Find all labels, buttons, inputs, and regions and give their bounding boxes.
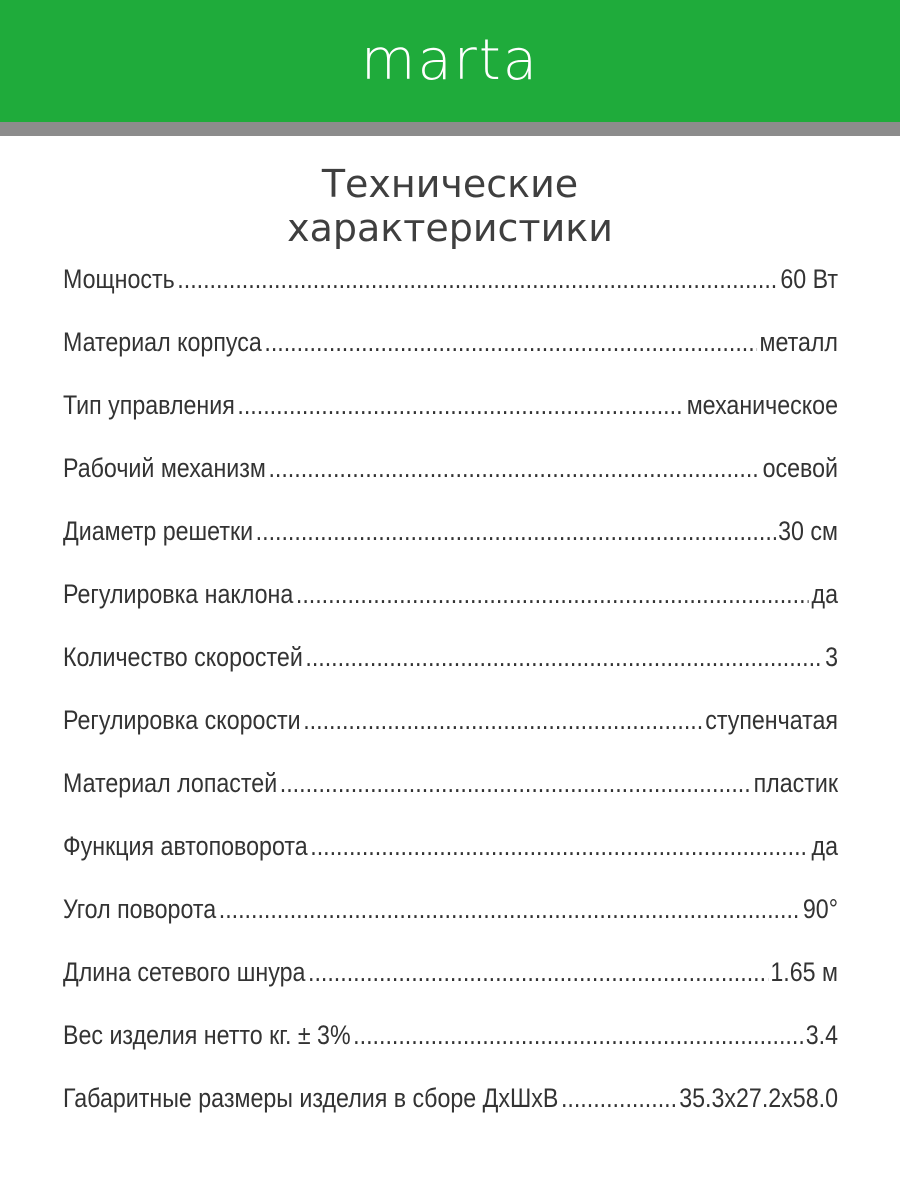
spec-label: Функция автоповорота	[63, 831, 308, 861]
dot-leader	[280, 768, 751, 799]
spec-row	[63, 327, 838, 390]
dot-leader	[177, 264, 777, 295]
dot-leader	[310, 831, 809, 862]
spec-label: Длина сетевого шнура	[63, 957, 306, 987]
spec-label: Габаритные размеры изделия в сборе ДхШхВ	[63, 1083, 559, 1113]
spec-row	[63, 831, 838, 894]
dot-leader	[308, 957, 768, 988]
spec-label: Диаметр решетки	[63, 516, 254, 546]
brand-header	[0, 0, 900, 122]
spec-row	[63, 264, 838, 327]
page-title	[0, 162, 900, 250]
spec-row	[63, 642, 838, 705]
spec-label: Регулировка наклона	[63, 579, 294, 609]
spec-row	[63, 957, 838, 1020]
spec-value: металл	[759, 327, 838, 357]
spec-value: 35.3x27.2x58.0	[679, 1083, 838, 1113]
spec-row	[63, 579, 838, 642]
spec-row	[63, 705, 838, 768]
dot-leader	[303, 705, 702, 736]
spec-label: Регулировка скорости	[63, 705, 301, 735]
spec-row	[63, 1083, 838, 1146]
spec-value: пластик	[753, 768, 838, 798]
spec-value: да	[811, 831, 838, 861]
spec-list	[63, 264, 838, 1146]
spec-value: 90°	[802, 894, 838, 924]
spec-row	[63, 768, 838, 831]
spec-row	[63, 516, 838, 579]
spec-row	[63, 390, 838, 453]
spec-label: Вес изделия нетто кг. ± 3%	[63, 1020, 351, 1050]
spec-label: Количество скоростей	[63, 642, 303, 672]
spec-label: Мощность	[63, 264, 175, 294]
spec-label: Рабочий механизм	[63, 453, 266, 483]
dot-leader	[256, 516, 776, 547]
spec-value: 1.65 м	[770, 957, 838, 987]
spec-value: ступенчатая	[705, 705, 838, 735]
dot-leader	[219, 894, 801, 925]
dot-leader	[353, 1020, 803, 1051]
header-divider	[0, 122, 900, 136]
spec-label: Угол поворота	[63, 894, 217, 924]
spec-value: 3.4	[805, 1020, 838, 1050]
dot-leader	[264, 327, 757, 358]
spec-value: 30 см	[778, 516, 838, 546]
dot-leader	[296, 579, 809, 610]
spec-row	[63, 453, 838, 516]
spec-label: Материал корпуса	[63, 327, 262, 357]
spec-value: да	[811, 579, 838, 609]
spec-value: 60 Вт	[780, 264, 838, 294]
spec-label: Тип управления	[63, 390, 235, 420]
spec-value: механическое	[686, 390, 838, 420]
page-title-line-1: Технические	[321, 162, 579, 206]
spec-value: 3	[825, 642, 838, 672]
spec-value: осевой	[762, 453, 838, 483]
dot-leader	[268, 453, 760, 484]
spec-label: Материал лопастей	[63, 768, 278, 798]
dot-leader	[237, 390, 684, 421]
spec-row	[63, 894, 838, 957]
page-title-line-2: характеристики	[287, 206, 613, 250]
brand-logo: marta	[360, 28, 540, 93]
spec-row	[63, 1020, 838, 1083]
dot-leader	[305, 642, 822, 673]
dot-leader	[561, 1083, 677, 1114]
